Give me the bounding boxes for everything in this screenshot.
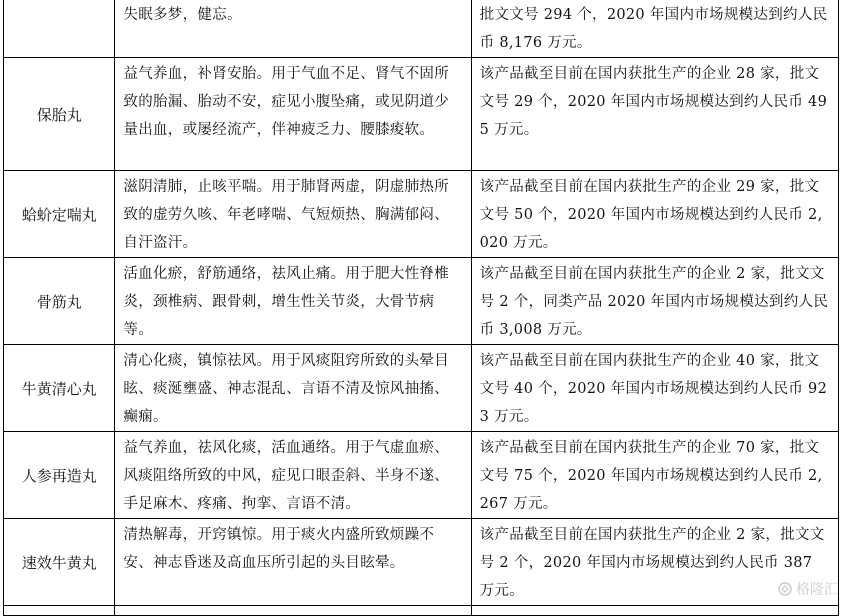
market-cell bbox=[471, 432, 838, 519]
table-row bbox=[4, 606, 839, 616]
drug-name-cell: 人参再造丸 bbox=[4, 432, 115, 519]
gelonghui-logo-icon bbox=[778, 582, 792, 596]
market-cell bbox=[471, 258, 838, 345]
drug-name-cell: 牛黄清心丸 bbox=[4, 345, 115, 432]
indication-text: 滋阴清肺，止咳平喘。用于肺肾两虚，阴虚肺热所致的虚劳久咳、年老哮喘、气短烦热、胸满郁闷、自汗盗汗。 bbox=[123, 179, 449, 251]
indication-cell bbox=[115, 171, 471, 258]
market-text: 该产品截至目前在国内获批生产的企业 29 家，批文文号 50 个，2020 年国内市场规模达到约人民币 2,020 万元。 bbox=[479, 179, 823, 251]
drug-name-cell: 蛤蚧定喘丸 bbox=[4, 171, 115, 258]
table-row bbox=[4, 519, 839, 606]
indication-cell bbox=[115, 606, 471, 616]
drug-name-cell bbox=[4, 606, 115, 616]
table-row bbox=[4, 171, 839, 258]
market-cell bbox=[471, 0, 838, 58]
indication-text: 活血化瘀，舒筋通络，祛风止痛。用于肥大性脊椎炎，颈椎病、跟骨刺，增生性关节炎，大骨节病等。 bbox=[123, 266, 449, 338]
market-text: 批文文号 294 个，2020 年国内市场规模达到约人民币 8,176 万元。 bbox=[479, 7, 828, 51]
drug-market-table bbox=[3, 0, 839, 616]
indication-cell bbox=[115, 58, 471, 171]
market-text: 该产品截至目前在国内获批生产的企业 70 家，批文文号 75 个，2020 年国内市场规模达到约人民币 2,267 万元。 bbox=[479, 440, 823, 512]
indication-text: 清心化痰，镇惊祛风。用于风痰阻窍所致的头晕目眩、痰涎壅盛、神志混乱、言语不清及惊风抽搐、癫痫。 bbox=[123, 353, 449, 425]
table-row bbox=[4, 58, 839, 171]
watermark bbox=[778, 579, 838, 599]
indication-text: 失眠多梦，健忘。 bbox=[123, 7, 242, 23]
drug-name-cell: 骨筋丸 bbox=[4, 258, 115, 345]
market-cell bbox=[471, 345, 838, 432]
indication-text: 益气养血，补肾安胎。用于气血不足、肾气不固所致的胎漏、胎动不安，症见小腹坠痛，或见阴道少量出血，或屡经流产，伴神疲乏力、腰膝痠软。 bbox=[123, 66, 449, 138]
indication-text: 清热解毒，开窍镇惊。用于痰火内盛所致烦躁不安、神志昏迷及高血压所引起的头目眩晕。 bbox=[123, 527, 435, 571]
drug-name-cell bbox=[4, 0, 115, 58]
drug-name-cell: 保胎丸 bbox=[4, 58, 115, 171]
table-row bbox=[4, 345, 839, 432]
indication-cell bbox=[115, 0, 471, 58]
market-text: 该产品截至目前在国内获批生产的企业 2 家，批文文号 2 个，2020 年国内市场规模达到约人民币 387 万元。 bbox=[479, 527, 825, 599]
market-text: 该产品截至目前在国内获批生产的企业 2 家，批文文号 2 个，同类产品 2020 年国内市场规模达到约人民币 3,008 万元。 bbox=[479, 266, 829, 338]
market-cell bbox=[471, 171, 838, 258]
indication-cell bbox=[115, 519, 471, 606]
market-text: 该产品截至目前在国内获批生产的企业 40 家，批文文号 40 个，2020 年国内市场规模达到约人民币 923 万元。 bbox=[479, 353, 828, 425]
drug-name-cell: 速效牛黄丸 bbox=[4, 519, 115, 606]
market-text: 该产品截至目前在国内获批生产的企业 28 家，批文文号 29 个，2020 年国内市场规模达到约人民币 495 万元。 bbox=[479, 66, 828, 138]
indication-cell bbox=[115, 345, 471, 432]
market-cell bbox=[471, 606, 838, 616]
indication-cell bbox=[115, 258, 471, 345]
indication-cell bbox=[115, 432, 471, 519]
indication-text: 益气养血，祛风化痰，活血通络。用于气虚血瘀、风痰阻络所致的中风，症见口眼歪斜、半身不遂、手足麻木、疼痛、拘挛、言语不清。 bbox=[123, 440, 449, 512]
watermark-text: 格隆汇 bbox=[796, 582, 838, 598]
table-row bbox=[4, 432, 839, 519]
market-cell bbox=[471, 58, 838, 171]
table-row bbox=[4, 0, 839, 58]
table-row bbox=[4, 258, 839, 345]
